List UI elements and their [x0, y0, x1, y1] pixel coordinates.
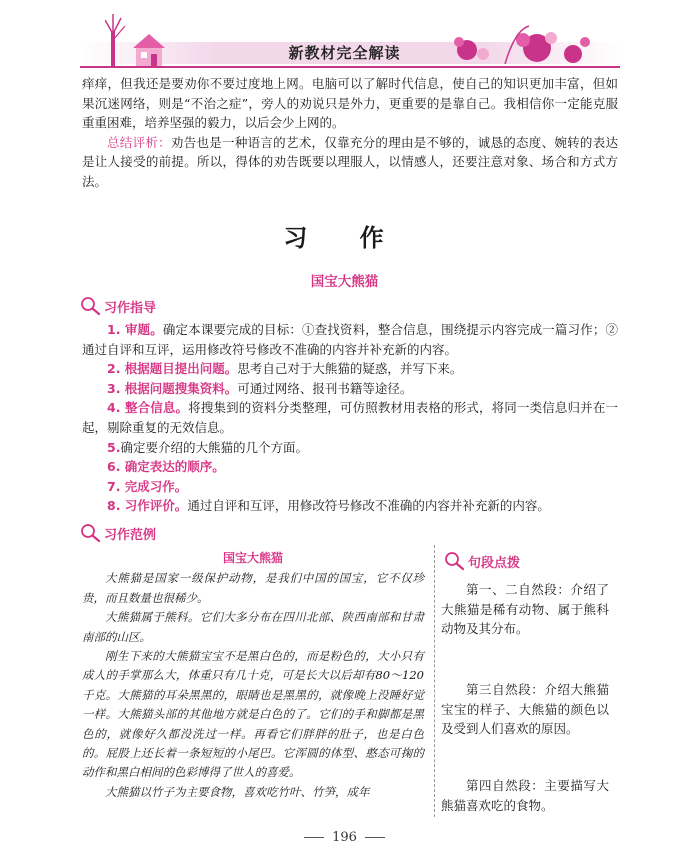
- header-rule: [80, 66, 620, 68]
- guide-item: 2. 根据题目提出问题。思考自己对于大熊猫的疑惑，并写下来。: [107, 361, 463, 377]
- intro-paragraph: 痒痒，但我还是要劝你不要过度地上网。电脑可以了解时代信息，使自己的知识更加丰富，但如果沉迷网络，则是“不治之症”，旁人的劝说只是外力，更重要的是靠自己。我相信你一定能克服重重困难，培养坚强的毅力，以后会少上网的。: [82, 76, 618, 130]
- page-number: 196: [0, 830, 689, 845]
- essay-topic-title: 国宝大熊猫: [310, 274, 379, 290]
- summary-label: 总结评析：: [107, 134, 171, 150]
- essay-paragraph: 大熊猫属于熊科。它们大多分布在四川北部、陕西南部和甘肃南部的山区。: [82, 610, 424, 644]
- magnifier-icon: [80, 523, 102, 543]
- flower-decoration-icon: [445, 20, 595, 68]
- sidebar-note: 第一、二自然段：介绍了大熊猫是稀有动物、属于熊科动物及其分布。: [441, 582, 609, 636]
- magnifier-icon: [444, 551, 466, 571]
- guide-item: 6. 确定表达的顺序。: [107, 459, 225, 475]
- house-tree-decoration-icon: [105, 12, 185, 68]
- guide-item: 7. 完成习作。: [107, 478, 188, 494]
- guide-item: 4. 整合信息。将搜集到的资料分类整理，可仿照教材用表格的形式，将同一类信息归并在一起，剔除重复的无效信息。: [82, 400, 618, 435]
- magnifier-icon: [80, 296, 102, 316]
- guide-item: 1. 审题。确定本课要完成的目标：①查找资料，整合信息，围绕提示内容完成一篇习作；②通过自评和互评，运用修改符号修改不准确的内容并补充新的内容。: [82, 322, 618, 357]
- header-title: 新教材完全解读: [288, 44, 401, 62]
- guide-item: 8. 习作评价。通过自评和互评，用修改符号修改不准确的内容并补充新的内容。: [107, 498, 550, 514]
- sidebar-note: 第四自然段：主要描写大熊猫喜欢吃的食物。: [441, 778, 609, 813]
- column-divider: [434, 545, 435, 817]
- sidebar-heading: [444, 551, 520, 571]
- example-heading: [80, 523, 156, 543]
- sidebar-note: 第三自然段：介绍大熊猫宝宝的样子、大熊猫的颜色以及受到人们喜欢的原因。: [441, 682, 609, 736]
- guide-heading: [80, 296, 156, 316]
- guide-item: 5.确定要介绍的大熊猫的几个方面。: [107, 439, 308, 455]
- section-title: 习 作: [283, 224, 406, 252]
- summary-paragraph: [82, 133, 618, 192]
- intro-block: [82, 74, 618, 191]
- example-heading-label: 习作范例: [104, 527, 157, 543]
- sidebar-heading-label: 句段点拨: [468, 555, 521, 571]
- example-title: 国宝大熊猫: [222, 551, 283, 565]
- guide-list: [82, 320, 618, 516]
- guide-item: 3. 根据问题搜集资料。可通过网络、报刊书籍等途径。: [107, 380, 413, 396]
- summary-text: 劝告也是一种语言的艺术，仅靠充分的理由是不够的，诚恳的态度、婉转的表达是让人接受的前提。所以，得体的劝告既要以理服人，以情感人，还要注意对象、场合和方式方法。: [82, 134, 618, 189]
- essay-paragraph: 大熊猫是国家一级保护动物，是我们中国的国宝，它不仅珍贵，而且数量也很稀少。: [82, 571, 424, 605]
- essay-paragraph: 刚生下来的大熊猫宝宝不是黑白色的，而是粉色的，大小只有成人的手掌那么大，体重只有几十克，可是长大以后却有80～120千克。大熊猫的耳朵黑黑的，眼睛也是黑黑的，就像晚上没睡好觉一样。大熊猫头部的其他地方就是白色的了。它们的手和脚都是黑色的，就像好久都没洗过一样。再看它们胖胖的肚子，也是白色的。屁股上还长着一条短短的小尾巴。它浑圆的体型、憨态可掬的动作和黑白相间的色彩博得了世人的喜爱。: [82, 649, 424, 780]
- guide-heading-label: 习作指导: [104, 300, 157, 316]
- essay-paragraph: 大熊猫以竹子为主要食物，喜欢吃竹叶、竹笋，成年: [105, 784, 370, 799]
- example-essay: [82, 549, 424, 802]
